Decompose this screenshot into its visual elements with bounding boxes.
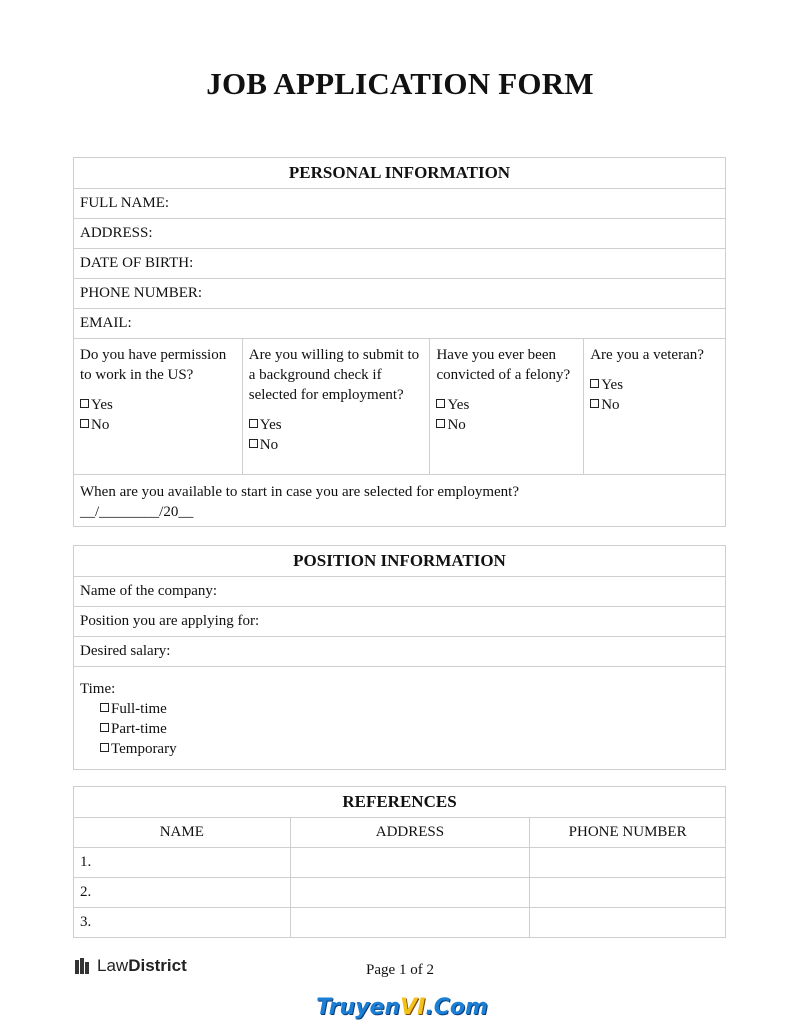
page-number: Page 1 of 2 [366, 962, 434, 978]
truyenvi-watermark [316, 990, 488, 1024]
brand-bold: District [128, 956, 187, 975]
option-yes[interactable] [590, 375, 719, 395]
question-veteran [584, 339, 726, 475]
time-field [74, 667, 726, 770]
column-header-phone: PHONE NUMBER [530, 818, 726, 848]
option-label: No [259, 437, 279, 453]
question-felony [430, 339, 584, 475]
availability-question: When are you available to start in case you are selected for employment? [80, 484, 519, 500]
checkbox-icon[interactable] [100, 703, 109, 712]
reference-name-cell[interactable]: 3. [74, 908, 291, 938]
option-yes[interactable] [80, 395, 236, 415]
column-header-name: NAME [74, 818, 291, 848]
section-heading: PERSONAL INFORMATION [74, 158, 726, 189]
checkbox-icon[interactable] [590, 399, 599, 408]
option-no[interactable] [590, 395, 719, 415]
section-heading: REFERENCES [74, 787, 726, 818]
question-text: Are you a veteran? [590, 347, 704, 363]
option-part-time[interactable] [100, 719, 719, 739]
option-temporary[interactable] [100, 739, 719, 759]
brand-light: Law [97, 956, 129, 975]
checkbox-icon[interactable] [436, 399, 445, 408]
company-name-field[interactable]: Name of the company: [74, 577, 726, 607]
reference-name-cell[interactable]: 1. [74, 848, 291, 878]
checkbox-icon[interactable] [249, 439, 258, 448]
phone-number-field[interactable]: PHONE NUMBER: [74, 279, 726, 309]
question-text: Have you ever been convicted of a felony? [436, 347, 571, 383]
table-row [74, 878, 726, 908]
date-of-birth-field[interactable]: DATE OF BIRTH: [74, 249, 726, 279]
position-information-section [73, 545, 726, 770]
option-yes[interactable] [249, 415, 424, 435]
references-section [73, 786, 726, 938]
column-header-address: ADDRESS [290, 818, 530, 848]
desired-salary-field[interactable]: Desired salary: [74, 637, 726, 667]
question-work-permission [74, 339, 243, 475]
option-label: Full-time [111, 701, 167, 717]
reference-address-cell[interactable] [290, 848, 530, 878]
reference-address-cell[interactable] [290, 908, 530, 938]
option-label: Yes [447, 397, 470, 413]
checkbox-icon[interactable] [249, 419, 258, 428]
question-text: Are you willing to submit to a background check if selected for employment? [248, 347, 420, 403]
option-label: Temporary [111, 741, 177, 757]
watermark-suffix: .Com [425, 994, 488, 1020]
reference-phone-cell[interactable] [530, 848, 726, 878]
email-field[interactable]: EMAIL: [74, 309, 726, 339]
option-label: No [601, 397, 620, 413]
option-label: Yes [601, 377, 624, 393]
reference-name-cell[interactable]: 2. [74, 878, 291, 908]
checkbox-icon[interactable] [80, 399, 89, 408]
option-no[interactable] [80, 415, 236, 435]
option-full-time[interactable] [100, 699, 719, 719]
time-label: Time: [80, 681, 116, 697]
table-row [74, 908, 726, 938]
watermark-highlight: VI [400, 994, 426, 1020]
reference-address-cell[interactable] [290, 878, 530, 908]
option-no[interactable] [249, 435, 424, 455]
position-field[interactable]: Position you are applying for: [74, 607, 726, 637]
question-background-check [242, 339, 430, 475]
checkbox-icon[interactable] [436, 419, 445, 428]
option-label: Yes [259, 417, 282, 433]
section-heading: POSITION INFORMATION [74, 546, 726, 577]
option-yes[interactable] [436, 395, 577, 415]
availability-field[interactable] [74, 475, 726, 527]
address-field[interactable]: ADDRESS: [74, 219, 726, 249]
option-label: Part-time [111, 721, 167, 737]
checkbox-icon[interactable] [100, 723, 109, 732]
availability-date-blank[interactable]: __/________/20__ [80, 504, 194, 520]
checkbox-icon[interactable] [590, 379, 599, 388]
option-label: No [91, 417, 110, 433]
option-label: No [447, 417, 466, 433]
checkbox-icon[interactable] [100, 743, 109, 752]
checkbox-icon[interactable] [80, 419, 89, 428]
page-title: JOB APPLICATION FORM [206, 66, 594, 101]
personal-information-section [73, 157, 726, 527]
option-no[interactable] [436, 415, 577, 435]
watermark-text: Truyen [316, 994, 401, 1020]
table-row [74, 848, 726, 878]
question-text: Do you have permission to work in the US? [80, 347, 227, 383]
option-label: Yes [91, 397, 113, 413]
reference-phone-cell[interactable] [530, 908, 726, 938]
full-name-field[interactable]: FULL NAME: [74, 189, 726, 219]
reference-phone-cell[interactable] [530, 878, 726, 908]
